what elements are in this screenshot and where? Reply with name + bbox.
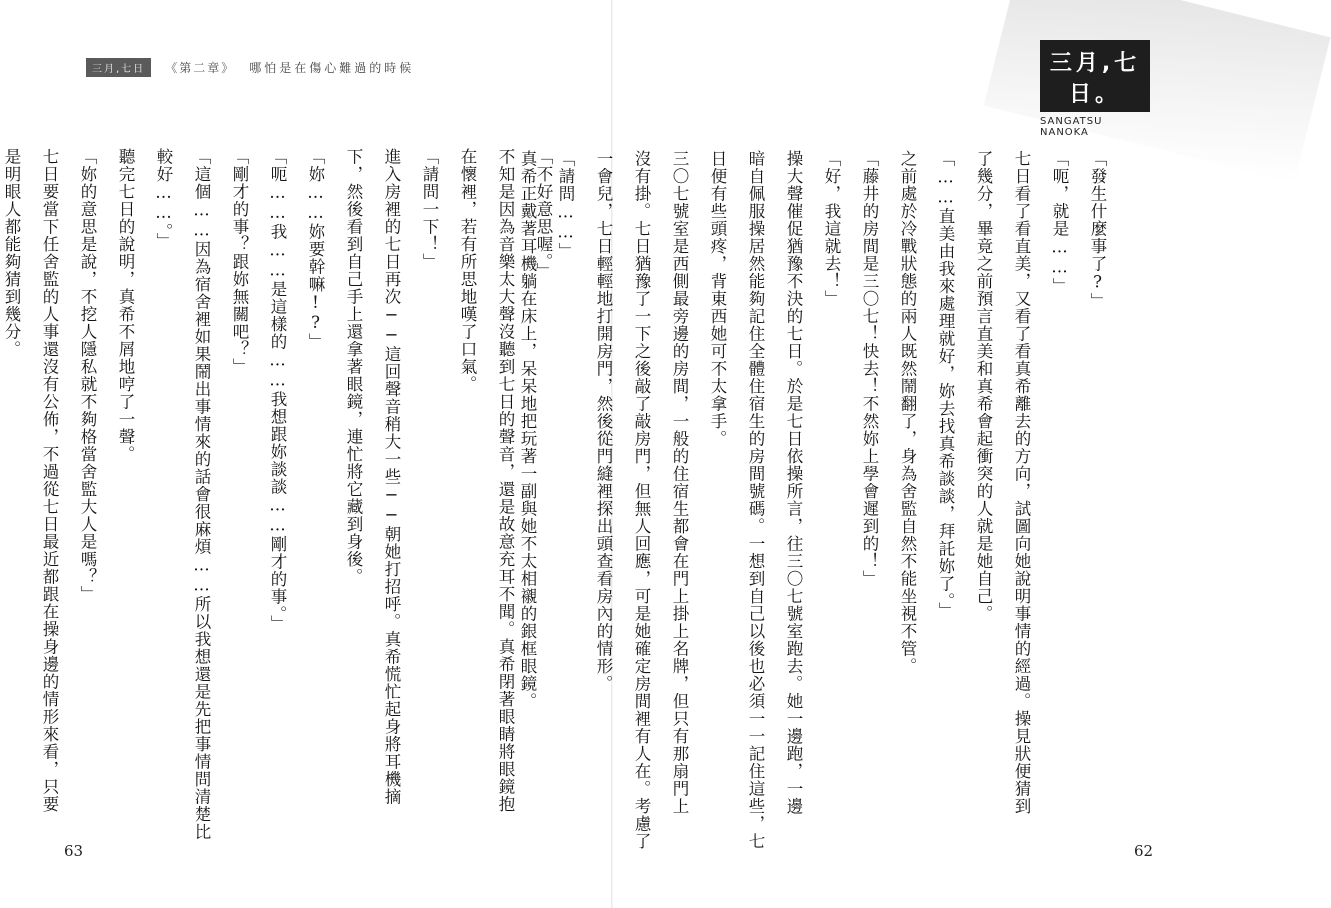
text-line: 「藤井的房間是三〇七！快去！不然妳上學會遲到的！」 bbox=[860, 150, 879, 588]
text-line: 「剛才的事？跟妳無關吧？」 bbox=[230, 148, 249, 376]
text-line: 三〇七號室是西側最旁邊的房間，一般的住宿生都會在門上掛上名牌，但只有那扇門上 bbox=[670, 150, 689, 815]
text-line: 日便有些頭疼，背東西她可不太拿手。 bbox=[708, 150, 727, 448]
text-line: 暗自佩服操居然能夠記住全體住宿生的房間號碼。一想到自己以後也必須一一記住這些，七 bbox=[746, 150, 765, 850]
text-line: 真希正戴著耳機躺在床上，呆呆地把玩著一副與她不太相襯的銀框眼鏡。 bbox=[518, 150, 537, 710]
page-number-left: 63 bbox=[64, 842, 84, 860]
left-page-header bbox=[86, 54, 414, 80]
text-line: 較好……。」 bbox=[154, 148, 173, 250]
text-line: 不知是因為音樂太大聲沒聽到七日的聲音，還是故意充耳不聞。真希閉著眼睛將眼鏡抱 bbox=[496, 148, 515, 813]
text-line: 進入房裡的七日再次──這回聲音稍大一些──朝她打招呼。真希慌忙起身將耳機摘 bbox=[382, 148, 401, 806]
text-line: 是明眼人都能夠猜到幾分。 bbox=[2, 148, 21, 358]
text-line: 了幾分，畢竟之前預言直美和真希會起衝突的人就是她自己。 bbox=[974, 150, 993, 623]
text-line: 「呃……我……是這樣的……我想跟妳談談……剛才的事。」 bbox=[268, 148, 287, 633]
text-line: 操大聲催促猶豫不決的七日。於是七日依操所言，往三〇七號室跑去。她一邊跑，一邊 bbox=[784, 150, 803, 815]
text-line: 「好，我這就去！」 bbox=[822, 150, 841, 308]
text-line: 「發生什麼事了?」 bbox=[1088, 150, 1107, 310]
series-mini-logo: 三月,七日 bbox=[86, 58, 151, 77]
text-line: 七日看了看直美，又看了看真希離去的方向，試圖向她說明事情的經過。操見狀便猜到 bbox=[1012, 150, 1031, 815]
text-line: 「請問……」 bbox=[556, 150, 575, 260]
text-line: 「這個……因為宿舍裡如果鬧出事情來的話會很麻煩……所以我想還是先把事情問清楚比 bbox=[192, 148, 211, 841]
text-line: 七日要當下任舍監的人事還沒有公佈，不過從七日最近都跟在操身邊的情形來看，只要 bbox=[40, 148, 59, 813]
text-line: 「不好意思喔。」 bbox=[534, 148, 553, 280]
text-line: 在懷裡，若有所思地嘆了口氣。 bbox=[458, 148, 477, 393]
text-line: 「請問一下！」 bbox=[420, 148, 439, 271]
chapter-label: 《第二章》 bbox=[165, 60, 236, 75]
text-line: 「妳的意思是說，不挖人隱私就不夠格當舍監大人是嗎？」 bbox=[78, 148, 97, 603]
text-line: 聽完七日的說明，真希不屑地哼了一聲。 bbox=[116, 148, 135, 463]
series-logo-subtitle: SANGATSU NANOKA bbox=[1040, 116, 1103, 138]
text-line: 「妳……妳要幹嘛!?」 bbox=[306, 148, 325, 351]
text-line: 沒有掛。七日猶豫了一下之後敲了敲房門，但無人回應，可是她確定房間裡有人在。考慮了 bbox=[632, 150, 651, 850]
series-logo-title: 三月,七日。 bbox=[1040, 40, 1150, 112]
text-line: 一會兒，七日輕輕地打開房門，然後從門縫裡探出頭查看房內的情形。 bbox=[594, 150, 613, 693]
text-line: 「呃，就是……」 bbox=[1050, 150, 1069, 295]
text-line: 「……直美由我來處理就好，妳去找真希談談，拜託妳了。」 bbox=[936, 150, 955, 620]
text-line: 之前處於冷戰狀態的兩人既然鬧翻了，身為舍監自然不能坐視不管。 bbox=[898, 150, 917, 675]
page-number-right: 62 bbox=[1134, 842, 1154, 860]
series-logo bbox=[1040, 40, 1150, 138]
chapter-title: 哪怕是在傷心難過的時候 bbox=[249, 60, 415, 75]
text-line: 下，然後看到自己手上還拿著眼鏡，連忙將它藏到身後。 bbox=[344, 148, 363, 586]
